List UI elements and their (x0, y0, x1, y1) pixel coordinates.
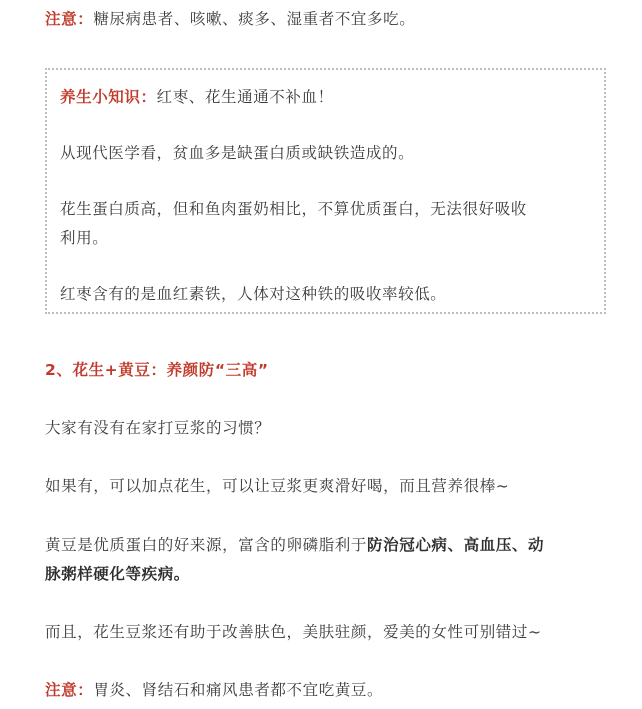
note-paragraph (45, 678, 612, 700)
note-text: 胃炎、肾结石和痛风患者都不宜吃黄豆。 (93, 681, 384, 699)
emphasis-text: 脉粥样硬化等疾病。 (45, 565, 190, 583)
tip-headline (60, 85, 594, 107)
tip-paragraph: 红枣含有的是血红素铁，人体对这种铁的吸收率较低。 (60, 285, 447, 303)
body-paragraph-continued (45, 562, 612, 584)
note-paragraph (45, 7, 612, 29)
section-heading: 2、花生+黄豆：养颜防“三高” (45, 361, 269, 379)
body-text: 黄豆是优质蛋白的好来源，富含的卵磷脂利于 (45, 536, 368, 554)
emphasis-text: 防治冠心病、高血压、动 (367, 536, 545, 554)
body-paragraph: 而且，花生豆浆还有助于改善肤色，美肤驻颜，爱美的女性可别错过~ (45, 623, 542, 641)
note-text: 糖尿病患者、咳嗽、痰多、湿重者不宜多吃。 (93, 10, 416, 28)
tip-label: 养生小知识： (60, 88, 157, 106)
tip-headline-text: 红枣、花生通通不补血！ (156, 88, 334, 106)
tip-paragraph-continued: 利用。 (60, 229, 109, 247)
tip-paragraph: 花生蛋白质高，但和鱼肉蛋奶相比，不算优质蛋白，无法很好吸收 (60, 200, 527, 218)
health-tip-box (45, 68, 606, 314)
body-paragraph (45, 533, 612, 555)
note-label: 注意： (45, 10, 94, 28)
note-label: 注意： (45, 681, 94, 699)
body-paragraph: 大家有没有在家打豆浆的习惯？ (45, 419, 271, 437)
body-paragraph: 如果有，可以加点花生，可以让豆浆更爽滑好喝，而且营养很棒~ (45, 477, 510, 495)
tip-paragraph: 从现代医学看，贫血多是缺蛋白质或缺铁造成的。 (60, 144, 415, 162)
